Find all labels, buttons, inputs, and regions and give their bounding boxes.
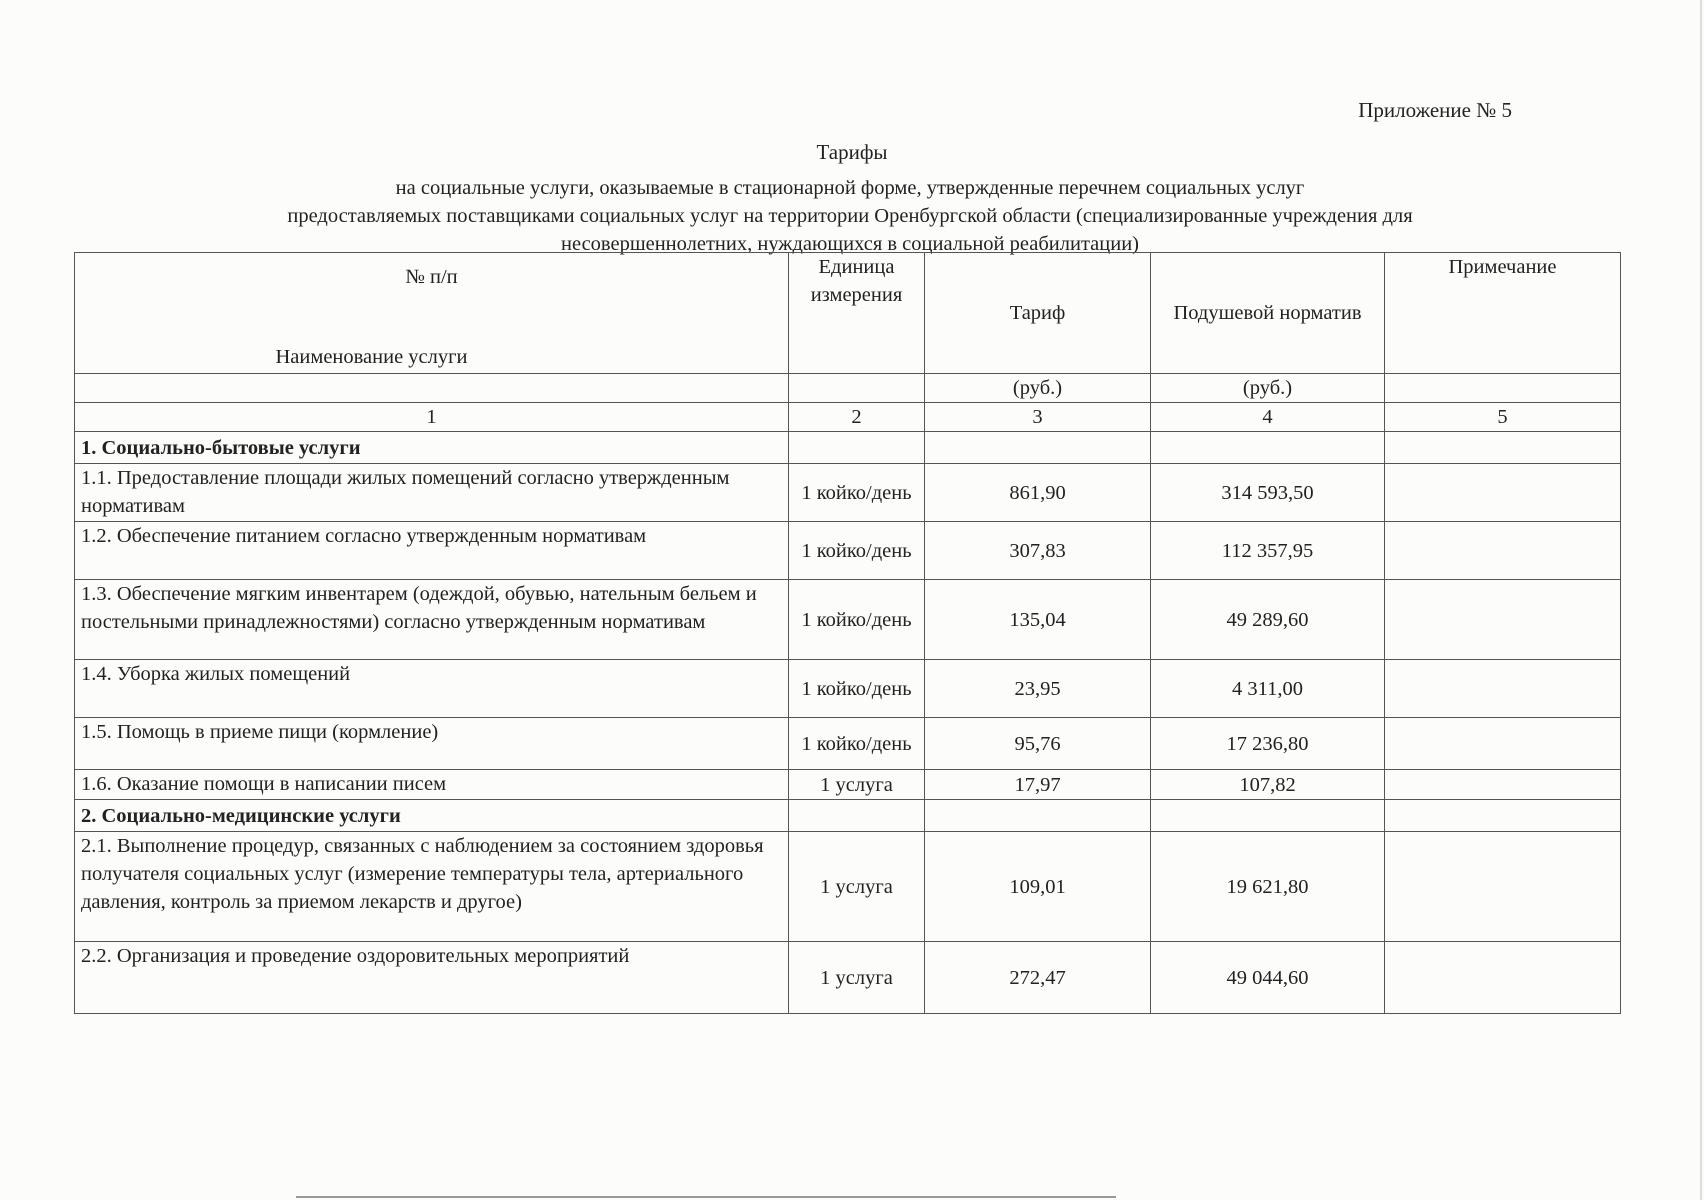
section-cell-empty xyxy=(1385,432,1621,464)
norm-cell: 314 593,50 xyxy=(1151,464,1385,522)
unit-cell: 1 койко/день xyxy=(789,580,925,660)
unit-cell: 1 койко/день xyxy=(789,660,925,718)
scan-artifact-line xyxy=(296,1196,1116,1198)
norm-cell: 4 311,00 xyxy=(1151,660,1385,718)
unit-cell: 1 койко/день xyxy=(789,522,925,580)
index-cell: 4 xyxy=(1151,403,1385,432)
service-name-cell: 1.1. Предоставление площади жилых помещений согласно утвержденным нормативам xyxy=(75,464,789,522)
section-title: 2. Социально-медицинские услуги xyxy=(75,800,789,832)
section-cell-empty xyxy=(789,432,925,464)
subtitle-line: предоставляемых поставщиками социальных услуг на территории Оренбургской области (специализированные учреждения для xyxy=(287,205,1413,227)
table-row xyxy=(75,718,1621,770)
header-cell-norm: Подушевой норматив xyxy=(1151,253,1385,374)
index-cell: 5 xyxy=(1385,403,1621,432)
currency-cell-empty xyxy=(1385,374,1621,403)
tariff-cell: 23,95 xyxy=(925,660,1151,718)
section-cell-empty xyxy=(1385,800,1621,832)
section-cell-empty xyxy=(925,800,1151,832)
index-row xyxy=(75,403,1621,432)
index-cell: 3 xyxy=(925,403,1151,432)
unit-cell: 1 услуга xyxy=(789,942,925,1014)
table-row xyxy=(75,660,1621,718)
header-number-label: № п/п xyxy=(405,266,458,288)
currency-cell-empty xyxy=(789,374,925,403)
norm-cell: 49 044,60 xyxy=(1151,942,1385,1014)
header-cell-tariff: Тариф xyxy=(925,253,1151,374)
section-cell-empty xyxy=(1151,432,1385,464)
section-title: 1. Социально-бытовые услуги xyxy=(75,432,789,464)
appendix-label: Приложение № 5 xyxy=(1358,98,1512,122)
table-row xyxy=(75,464,1621,522)
service-name-cell: 1.4. Уборка жилых помещений xyxy=(75,660,789,718)
table-row xyxy=(75,770,1621,800)
currency-row xyxy=(75,374,1621,403)
note-cell xyxy=(1385,718,1621,770)
unit-cell: 1 услуга xyxy=(789,832,925,942)
norm-cell: 112 357,95 xyxy=(1151,522,1385,580)
service-name-cell: 1.2. Обеспечение питанием согласно утвержденным нормативам xyxy=(75,522,789,580)
service-name-cell: 2.1. Выполнение процедур, связанных с наблюдением за состоянием здоровья получателя социальных услуг (измерение температуры тела, артериального давления, контроль за приемом лекарств и другое) xyxy=(75,832,789,942)
tariff-cell: 109,01 xyxy=(925,832,1151,942)
table-row xyxy=(75,522,1621,580)
header-cell-name xyxy=(75,253,789,374)
tariff-cell: 17,97 xyxy=(925,770,1151,800)
subtitle-line: на социальные услуги, оказываемые в стационарной форме, утвержденные перечнем социальных услуг xyxy=(395,177,1305,199)
index-cell: 1 xyxy=(75,403,789,432)
service-name-cell: 2.2. Организация и проведение оздоровительных мероприятий xyxy=(75,942,789,1014)
header-cell-unit: Единица измерения xyxy=(789,253,925,374)
note-cell xyxy=(1385,464,1621,522)
tariff-cell: 861,90 xyxy=(925,464,1151,522)
service-name-cell: 1.5. Помощь в приеме пищи (кормление) xyxy=(75,718,789,770)
note-cell xyxy=(1385,770,1621,800)
section-row xyxy=(75,800,1621,832)
note-cell xyxy=(1385,832,1621,942)
norm-cell: 19 621,80 xyxy=(1151,832,1385,942)
norm-cell: 49 289,60 xyxy=(1151,580,1385,660)
note-cell xyxy=(1385,522,1621,580)
norm-cell: 17 236,80 xyxy=(1151,718,1385,770)
service-name-cell: 1.6. Оказание помощи в написании писем xyxy=(75,770,789,800)
document-title: Тарифы xyxy=(816,140,888,164)
scan-edge-line xyxy=(1700,0,1702,1200)
tariff-cell: 272,47 xyxy=(925,942,1151,1014)
table-row xyxy=(75,580,1621,660)
index-cell: 2 xyxy=(789,403,925,432)
section-cell-empty xyxy=(925,432,1151,464)
unit-cell: 1 койко/день xyxy=(789,464,925,522)
document-subtitle xyxy=(150,174,1550,258)
table-row xyxy=(75,942,1621,1014)
norm-cell: 107,82 xyxy=(1151,770,1385,800)
header-name-label: Наименование услуги xyxy=(275,346,468,368)
note-cell xyxy=(1385,660,1621,718)
unit-cell: 1 койко/день xyxy=(789,718,925,770)
currency-cell-tariff: (руб.) xyxy=(925,374,1151,403)
section-cell-empty xyxy=(789,800,925,832)
unit-cell: 1 услуга xyxy=(789,770,925,800)
tariff-cell: 307,83 xyxy=(925,522,1151,580)
tariffs-table xyxy=(74,252,1621,1014)
currency-cell-empty xyxy=(75,374,789,403)
service-name-cell: 1.3. Обеспечение мягким инвентарем (одеждой, обувью, нательным бельем и постельными принадлежностями) согласно утвержденным нормативам xyxy=(75,580,789,660)
section-row xyxy=(75,432,1621,464)
section-cell-empty xyxy=(1151,800,1385,832)
tariff-cell: 95,76 xyxy=(925,718,1151,770)
subtitle-line: несовершеннолетних, нуждающихся в социальной реабилитации) xyxy=(560,233,1139,255)
table-row xyxy=(75,832,1621,942)
note-cell xyxy=(1385,580,1621,660)
note-cell xyxy=(1385,942,1621,1014)
header-cell-note: Примечание xyxy=(1385,253,1621,374)
tariff-cell: 135,04 xyxy=(925,580,1151,660)
currency-cell-norm: (руб.) xyxy=(1151,374,1385,403)
header-row xyxy=(75,253,1621,374)
